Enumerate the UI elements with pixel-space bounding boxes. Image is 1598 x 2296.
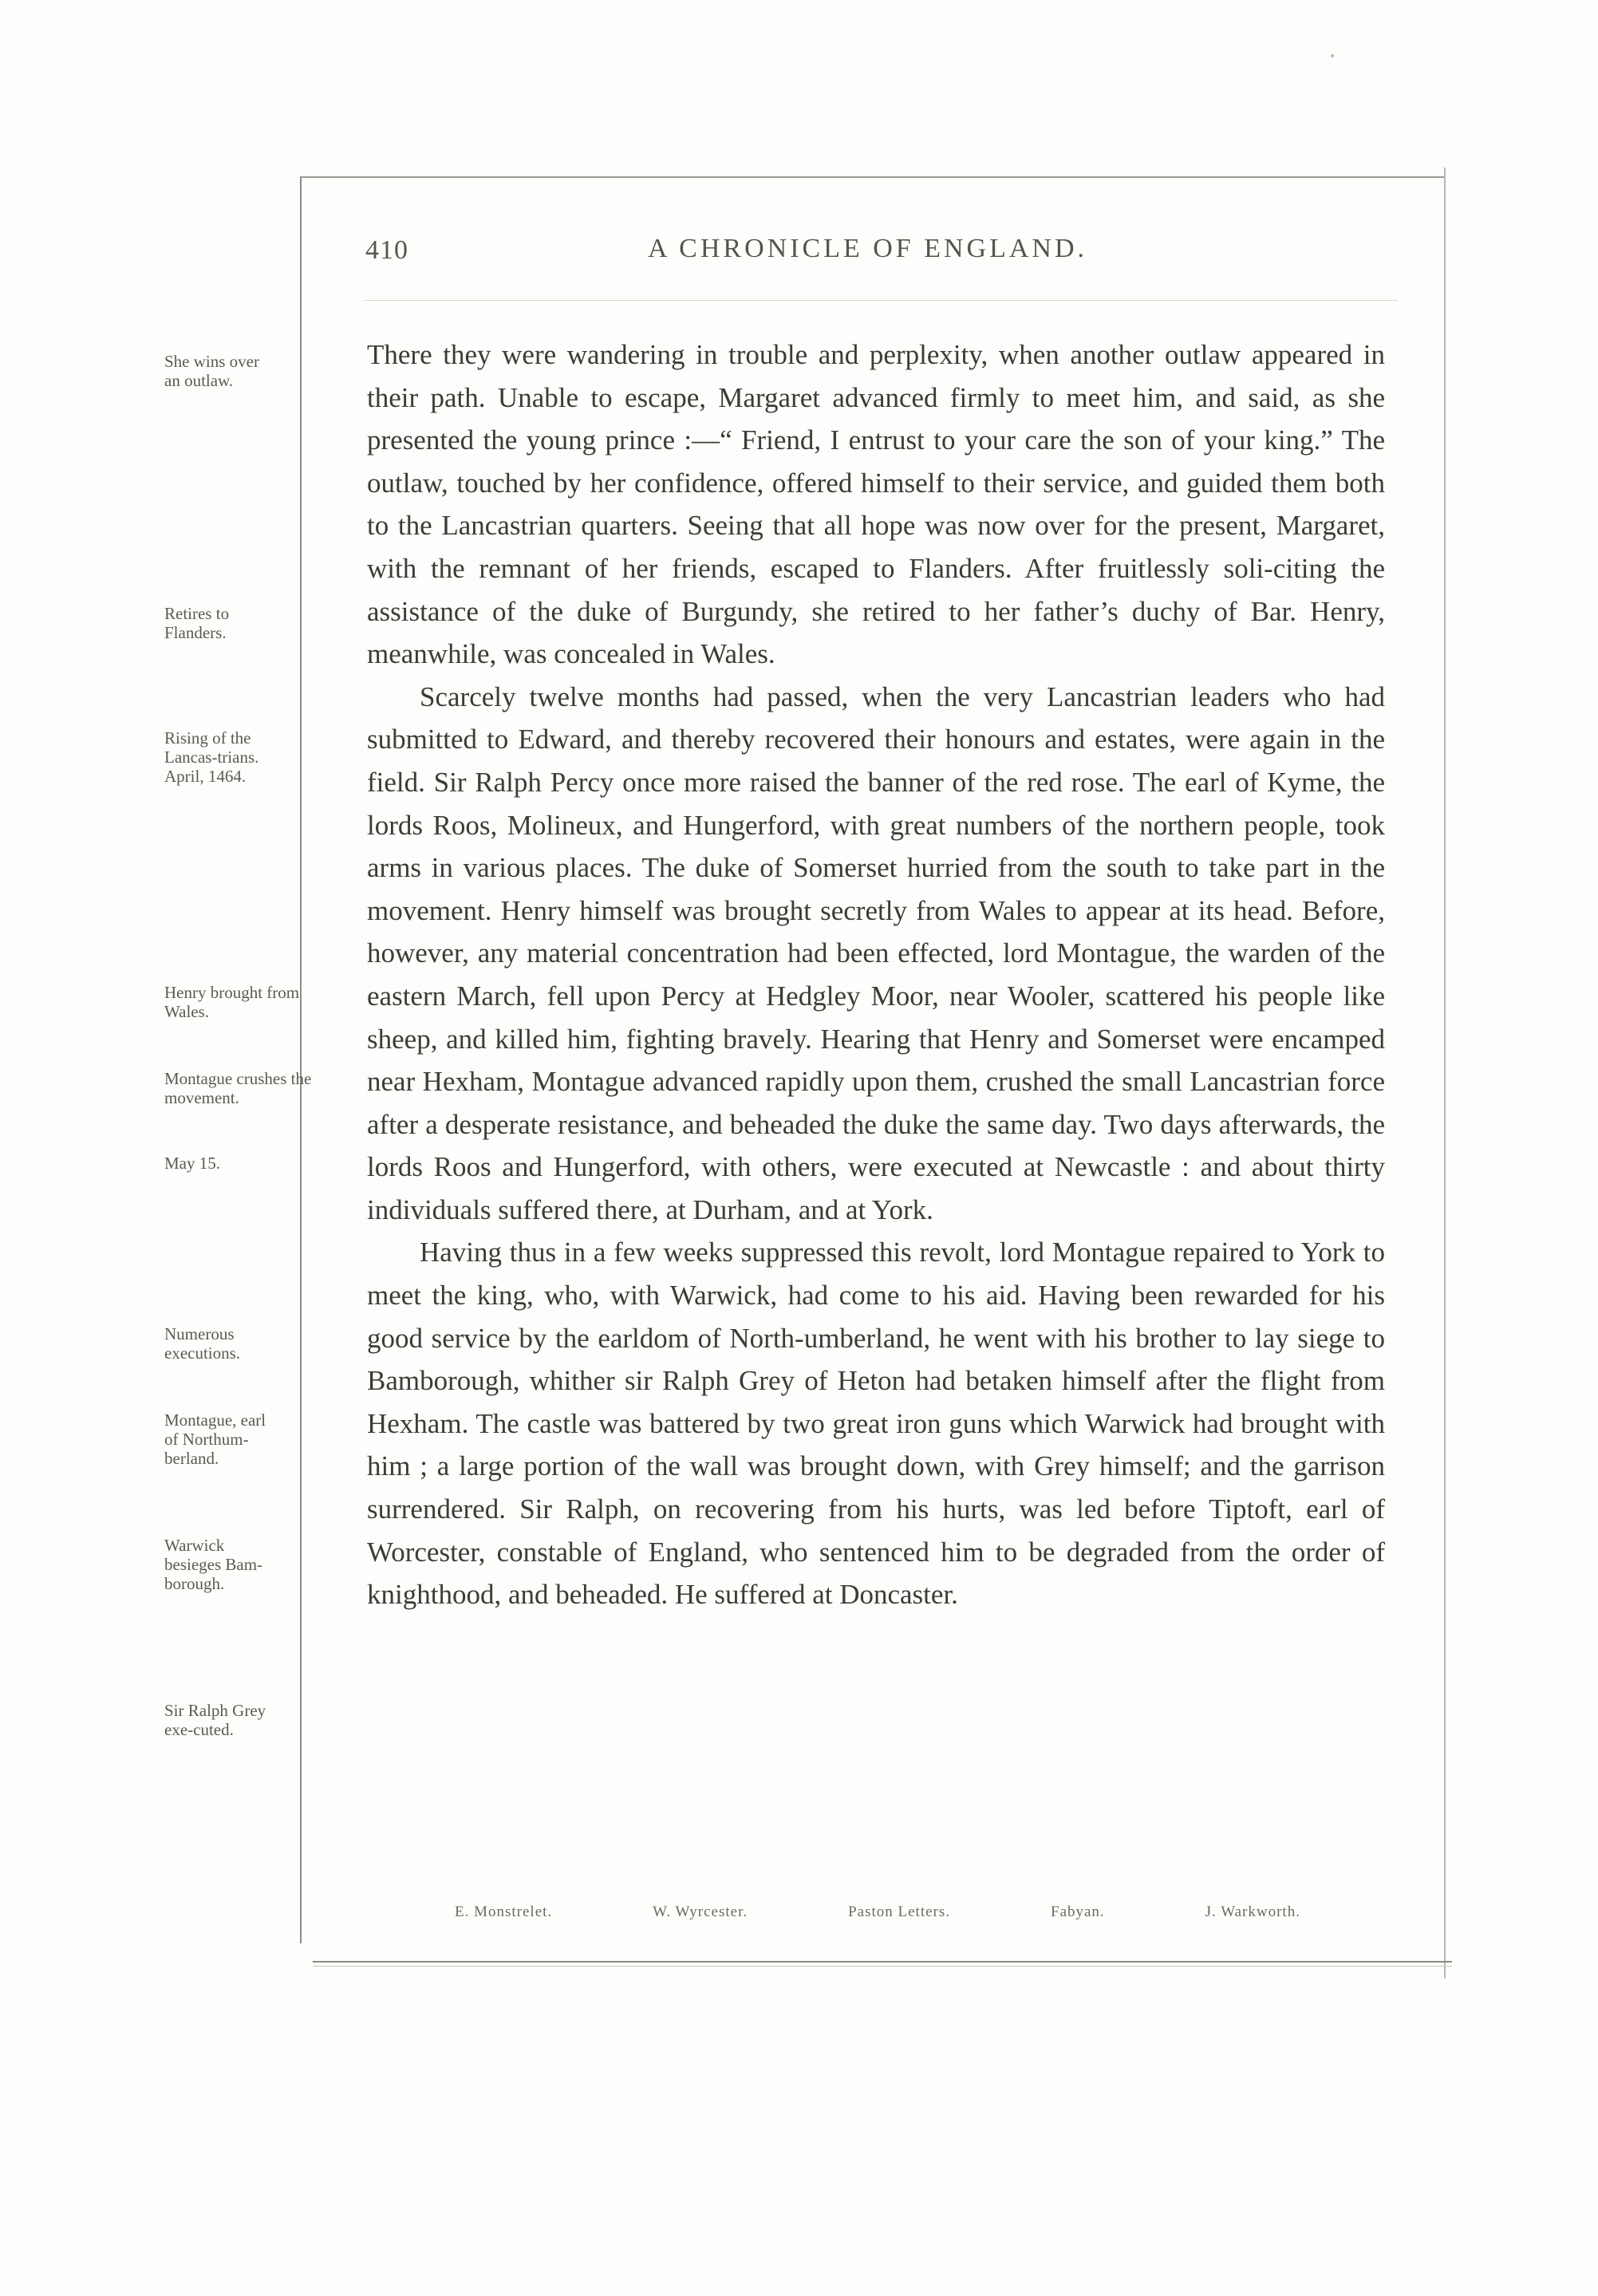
paragraph-1: There they were wandering in trouble and perplexity, when another outlaw appeared in their path. Unable to escape, Margaret advanced firmly to meet him, and said, as she presented the young prince :—“ Friend, I entrust to your care the son of your king.” The outlaw, touched by her confidence, offered himself to their service, and guided them both to the Lancastrian quarters. Seeing that all hope was now over for the present, Margaret, with the remnant of her friends, escaped to Flanders. After fruitlessly soli-citing the assistance of the duke of Burgundy, she retired to her father’s duchy of Bar. Henry, meanwhile, was concealed in Wales.	[367, 339, 1385, 670]
paper-speck	[1331, 54, 1334, 57]
sidenote-rising: Rising of the Lancas-trians. April, 1464.	[164, 728, 259, 786]
source-monstrelet: E. Monstrelet.	[455, 1903, 553, 1920]
page-frame-left-rule	[300, 176, 302, 1943]
source-warkworth: J. Warkworth.	[1205, 1903, 1300, 1920]
sidenote-warwick-besieges: Warwick besieges Bam-borough.	[164, 1536, 263, 1593]
source-wyrcester: W. Wyrcester.	[653, 1903, 748, 1920]
sidenote-executions: Numerous executions.	[164, 1324, 241, 1363]
sidenote-grey-executed: Sir Ralph Grey exe-cuted.	[164, 1701, 266, 1739]
page-frame-bottom-rule-thin	[313, 1966, 1452, 1967]
paragraph-2: Scarcely twelve months had passed, when the very Lancastrian leaders who had submitted to Edward, and thereby recovered their honours and estates, were again in the field. Sir Ralph Percy once more raised the banner of the red rose. The earl of Kyme, the lords Roos, Molineux, and Hungerford, with great numbers of the northern people, took arms in various places. The duke of Somerset hurried from the south to take part in the movement. Henry himself was brought secretly from Wales to appear at its head. Before, however, any material concentration had been effected, lord Montague, the warden of the eastern March, fell upon Percy at Hedgley Moor, near Wooler, scattered his people like sheep, and killed him, fighting bravely. Hearing that Henry and Somerset were encamped near Hexham, Montague advanced rapidly upon them, crushed the small Lancastrian force after a desperate resistance, and beheaded the duke the same day. Two days afterwards, the lords Roos and Hungerford, with others, were executed at Newcastle : and about thirty individuals suffered there, at Durham, and at York.	[367, 681, 1385, 1225]
running-title: A CHRONICLE OF ENGLAND.	[648, 234, 1087, 263]
sidenote-montague-earl: Montague, earl of Northum-berland.	[164, 1410, 266, 1468]
page-frame-right-rule	[1444, 168, 1446, 1978]
sidenote-henry-wales: Henry brought from Wales.	[164, 983, 300, 1021]
sources-line	[455, 1903, 1300, 1921]
sidenote-montague-crushes: Montague crushes the movement.	[164, 1069, 312, 1107]
source-fabyan: Fabyan.	[1051, 1903, 1105, 1920]
sidenote-outlaw: She wins over an outlaw.	[164, 352, 259, 390]
page-number: 410	[365, 235, 408, 265]
body-text	[367, 333, 1385, 1616]
header-rule	[364, 300, 1398, 301]
paragraph-3: Having thus in a few weeks suppressed this revolt, lord Montague repaired to York to meet the king, who, with Warwick, had come to his aid. Having been rewarded for his good service by the earldom of North-umberland, he went with his brother to lay siege to Bamborough, whither sir Ralph Grey of Heton had betaken himself after the flight from Hexham. The castle was battered by two great iron guns which Warwick had brought with him ; a large portion of the wall was brought down, with Grey himself; and the garrison surrendered. Sir Ralph, on recovering from his hurts, was led before Tiptoft, earl of Worcester, constable of England, who sentenced him to be degraded from the order of knighthood, and beheaded. He suffered at Doncaster.	[367, 1237, 1385, 1611]
page-frame-bottom-rule	[313, 1961, 1452, 1963]
source-paston: Paston Letters.	[848, 1903, 951, 1920]
sidenote-may-15: May 15.	[164, 1154, 220, 1173]
sidenote-flanders: Retires to Flanders.	[164, 604, 230, 642]
page-frame-top-rule	[300, 176, 1446, 178]
